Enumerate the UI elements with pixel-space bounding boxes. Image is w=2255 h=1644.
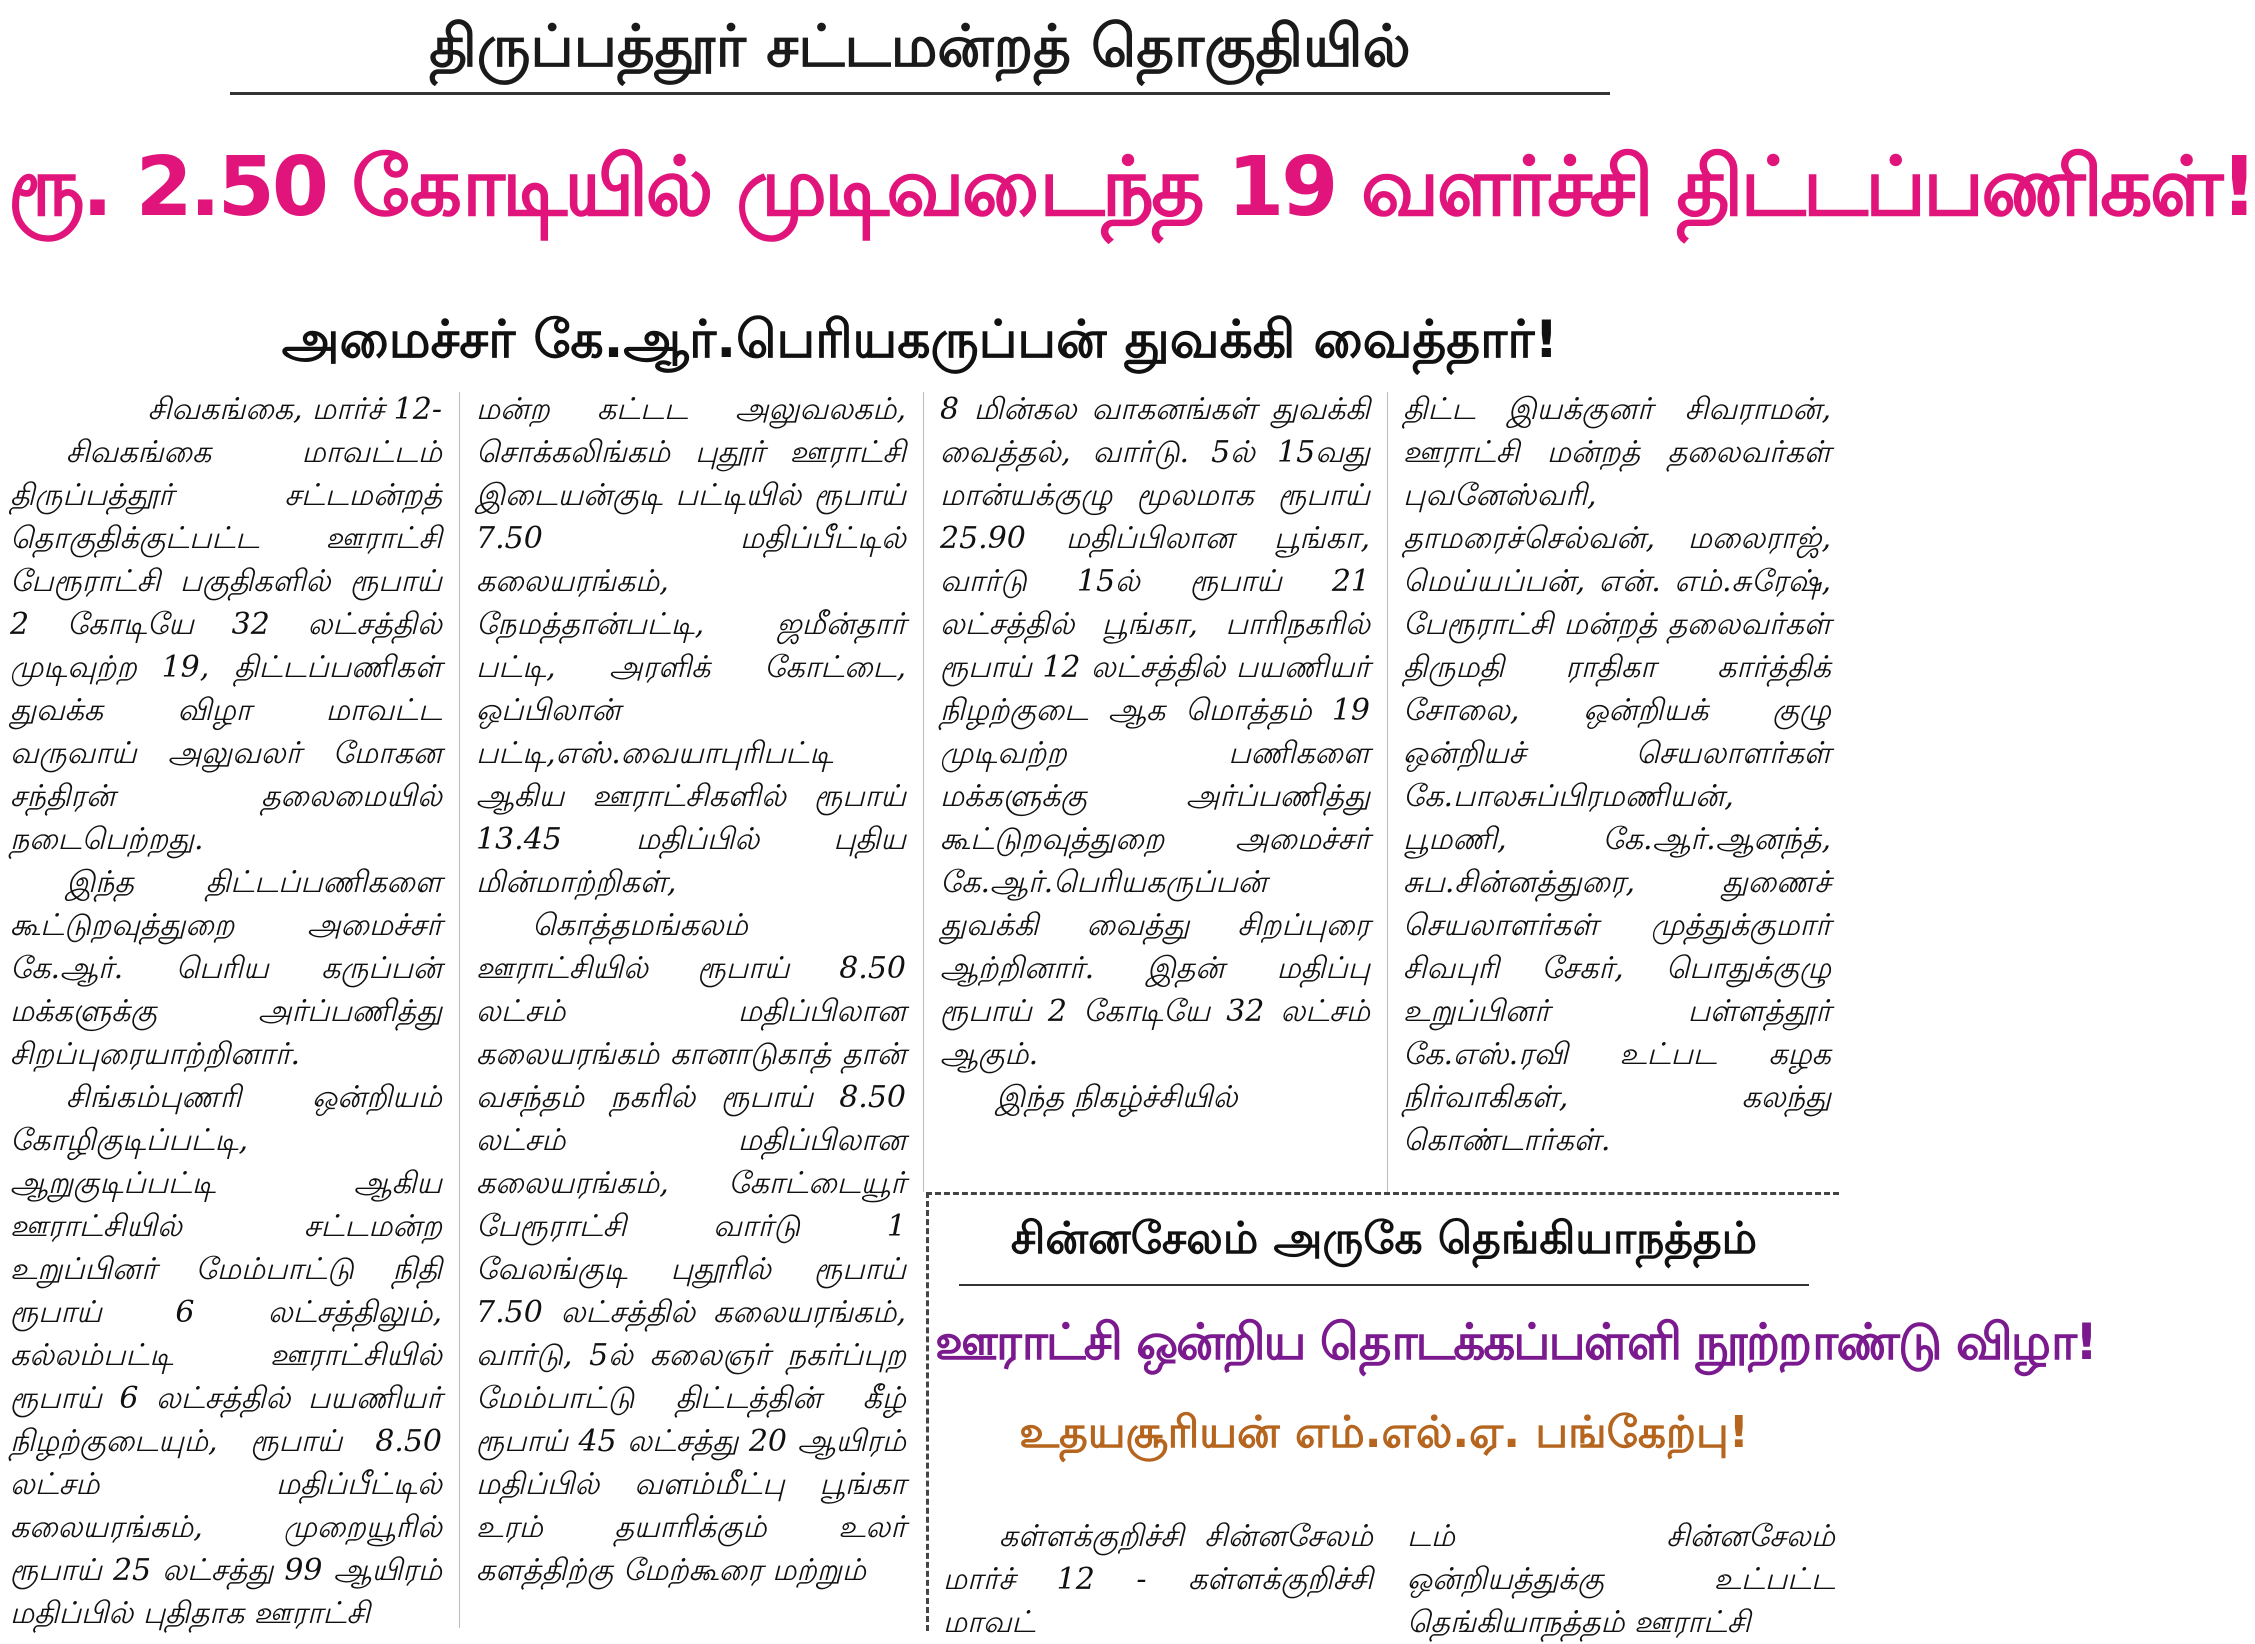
column-divider [459, 392, 460, 1628]
article-kicker: திருப்பத்தூர் சட்டமன்றத் தொகுதியில் [230, 6, 1610, 95]
paragraph: மன்ற கட்டட அலுவலகம், சொக்கலிங்கம் புதூர் ஊராட்சி இடையன்குடி பட்டியில் ரூபாய் 7.50 மதிப்பீட்டில் கலையரங்கம், நேமத்தான்பட்டி, ஜமீன்தார் பட்டி, அரளிக் கோட்டை, ஒப்பிலான் பட்டி,எஸ்.வையாபுரிபட்டி ஆகிய ஊராட்சிகளில் ரூபாய் 13.45 மதிப்பில் புதிய மின்மாற்றிகள், [476, 392, 906, 900]
article-column-1 [10, 388, 442, 1631]
box-column-2 [1407, 1515, 1835, 1640]
article-subhead: அமைச்சர் கே.ஆர்.பெரியகருப்பன் துவக்கி வைத்தார்! [281, 310, 1559, 370]
paragraph: இந்த திட்டப்பணிகளை கூட்டுறவுத்துறை அமைச்சர் கே.ஆர். பெரிய கருப்பன் மக்களுக்கு அர்ப்பணித்து சிறப்புரையாற்றினார். [10, 865, 442, 1072]
column-divider [923, 392, 924, 1192]
paragraph: கள்ளக்குறிச்சி சின்னசேலம் மார்ச் 12 - கள்ளக்குறிச்சி மாவட் [943, 1519, 1373, 1640]
paragraph: திட்ட இயக்குனர் சிவராமன், ஊராட்சி மன்றத் தலைவர்கள் புவனேஸ்வரி, தாமரைச்செல்வன், மலைராஜ், மெய்யப்பன், என். எம்.சுரேஷ், பேரூராட்சி மன்றத் தலைவர்கள் திருமதி ராதிகா கார்த்திக் சோலை, ஒன்றியக் குழு ஒன்றியச் செயலாளர்கள் கே.பாலசுப்பிரமணியன், பூமணி, கே.ஆர்.ஆனந்த், சுப.சின்னத்துரை, துணைச் செயலாளர்கள் முத்துக்குமார் சிவபுரி சேகர், பொதுக்குழு உறுப்பினர் பள்ளத்தூர் கே.எஸ்.ரவி உட்பட கழக நிர்வாகிகள், கலந்து கொண்டார்கள். [1403, 392, 1831, 1158]
box-headline: ஊராட்சி ஒன்றிய தொடக்கப்பள்ளி நூற்றாண்டு விழா! [935, 1313, 2096, 1371]
box-kicker: சின்னசேலம் அருகே தெங்கியாநத்தம் [959, 1213, 1809, 1286]
box-column-1 [943, 1515, 1373, 1640]
paragraph: இந்த நிகழ்ச்சியில் [996, 1080, 1238, 1115]
secondary-article-box [926, 1192, 2096, 1640]
dateline: சிவகங்கை, மார்ச் 12- [147, 392, 442, 427]
article-column-4 [1403, 388, 1831, 1188]
paragraph: சிவகங்கை மாவட்டம் திருப்பத்தூர் சட்டமன்றத் தொகுதிக்குட்பட்ட ஊராட்சி பேரூராட்சி பகுதிகளில் ரூபாய் 2 கோடியே 32 லட்சத்தில் முடிவுற்ற 19, திட்டப்பணிகள் துவக்க விழா மாவட்ட வருவாய் அலுவலர் மோகன சந்திரன் தலைமையில் நடைபெற்றது. [10, 435, 442, 857]
article-headline: ரூ. 2.50 கோடியில் முடிவடைந்த 19 வளர்ச்சி திட்டப்பணிகள்! [8, 140, 2255, 235]
article-column-2 [476, 388, 906, 1628]
column-divider [1387, 392, 1388, 1192]
paragraph: சிங்கம்புணரி ஒன்றியம் கோழிகுடிப்பட்டி, ஆறுகுடிப்பட்டி ஆகிய ஊராட்சியில் சட்டமன்ற உறுப்பினர் மேம்பாட்டு நிதி ரூபாய் 6 லட்சத்திலும், கல்லம்பட்டி ஊராட்சியில் ரூபாய் 6 லட்சத்தில் பயணியர் நிழற்குடையும், ரூபாய் 8.50 லட்சம் மதிப்பீட்டில் கலையரங்கம், முறையூரில் ரூபாய் 25 லட்சத்து 99 ஆயிரம் மதிப்பில் புதிதாக ஊராட்சி [10, 1080, 442, 1631]
paragraph: கொத்தமங்கலம் ஊராட்சியில் ரூபாய் 8.50 லட்சம் மதிப்பிலான கலையரங்கம் கானாடுகாத் தான் வசந்தம் நகரில் ரூபாய் 8.50 லட்சம் மதிப்பிலான கலையரங்கம், கோட்டையூர் பேரூராட்சி வார்டு 1 வேலங்குடி புதூரில் ரூபாய் 7.50 லட்சத்தில் கலையரங்கம், வார்டு, 5ல் கலைஞர் நகர்ப்புற மேம்பாட்டு திட்டத்தின் கீழ் ரூபாய் 45 லட்சத்து 20 ஆயிரம் மதிப்பில் வளம்மீட்பு பூங்கா உரம் தயாரிக்கும் உலர் களத்திற்கு மேற்கூரை மற்றும் [476, 908, 906, 1588]
paragraph: டம் சின்னசேலம் ஒன்றியத்துக்கு உட்பட்ட தெங்கியாநத்தம் ஊராட்சி [1407, 1519, 1835, 1640]
box-subhead: உதயசூரியன் எம்.எல்.ஏ. பங்கேற்பு! [1019, 1407, 1749, 1458]
paragraph: 8 மின்கல வாகனங்கள் துவக்கி வைத்தல், வார்டு. 5ல் 15வது மான்யக்குழு மூலமாக ரூபாய் 25.90 மதிப்பிலான பூங்கா, வார்டு 15ல் ரூபாய் 21 லட்சத்தில் பூங்கா, பாரிநகரில் ரூபாய் 12 லட்சத்தில் பயணியர் நிழற்குடை ஆக மொத்தம் 19 முடிவற்ற பணிகளை மக்களுக்கு அர்ப்பணித்து கூட்டுறவுத்துறை அமைச்சர் கே.ஆர்.பெரியகருப்பன் துவக்கி வைத்து சிறப்புரை ஆற்றினார். இதன் மதிப்பு ரூபாய் 2 கோடியே 32 லட்சம் ஆகும். [940, 392, 1370, 1072]
article-column-3 [940, 388, 1370, 1128]
